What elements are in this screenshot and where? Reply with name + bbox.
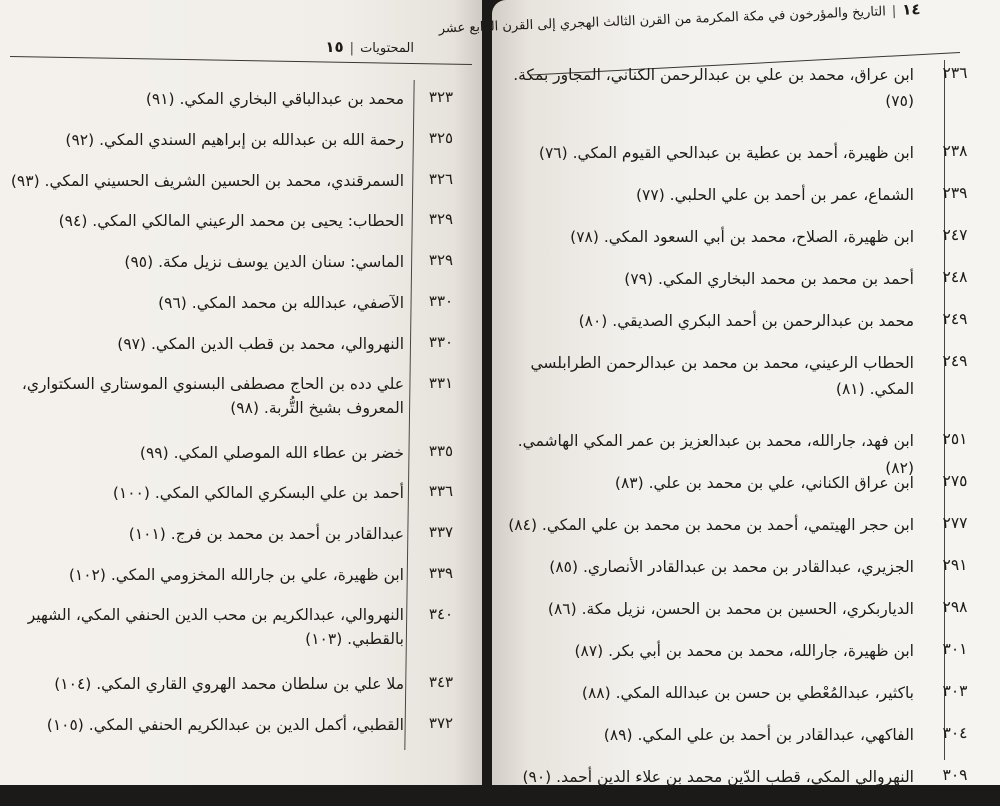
entry-page-number: ٣٢٦ [428,169,454,188]
contents-entry [2,127,464,168]
entry-page-number: ٣٣٦ [428,482,454,501]
contents-entry [506,512,982,554]
contents-entry [506,266,982,308]
entry-page-number: ٣٣٥ [428,441,454,460]
entry-page-number: ٢٤٨ [942,268,968,286]
entry-page-number: ٢٥١ [942,430,968,448]
entry-page-number: ٣٢٩ [428,251,454,270]
contents-entry [2,372,464,440]
entry-title: السمرقندي، محمد بن الحسين الشريف الحسيني المكي. (٩٣) [10,171,404,190]
contents-entry [506,62,982,126]
entry-page-number: ٣٠٩ [942,766,968,784]
contents-list [506,54,982,806]
contents-entry [2,521,464,562]
contents-entry [506,470,982,512]
page-number: ١٤ [901,0,921,19]
contents-entry [506,764,982,806]
entry-page-number: ٣٣٧ [428,523,454,542]
entry-title: النهروالي، عبدالكريم بن محب الدين الحنفي المكي، الشهير بالقطبي. (١٠٣) [27,605,404,648]
entry-title: الآصفي، عبدالله بن محمد المكي. (٩٦) [158,293,404,312]
contents-entry [506,140,982,182]
contents-entry [2,440,464,481]
entry-title: محمد بن عبدالباقي البخاري المكي. (٩١) [145,90,404,108]
entry-page-number: ٣٢٥ [428,128,454,147]
contents-entry [506,638,982,680]
entry-title: عبدالقادر بن أحمد بن محمد بن فرج. (١٠١) [128,525,404,544]
header-title: التاريخ والمؤرخون في مكة المكرمة من القرن الثالث الهجري إلى القرن الرابع عشر [438,4,887,37]
contents-entry [2,208,464,249]
entry-page-number: ٢٣٨ [942,142,968,160]
contents-entry [2,562,464,603]
contents-entry [506,680,982,722]
entry-page-number: ٣٤٠ [428,604,454,623]
entry-page-number: ٢٤٧ [942,226,968,244]
contents-entry [506,554,982,596]
entry-page-number: ٣٤٣ [428,672,454,691]
entry-page-number: ٢٣٦ [942,64,968,82]
entry-title: أحمد بن محمد بن محمد البخاري المكي. (٧٩) [624,270,914,288]
contents-entry [506,224,982,266]
entry-title: النهروالي، محمد بن قطب الدين المكي. (٩٧) [117,334,404,353]
entry-title: الحطاب: يحيى بن محمد الرعيني المالكي المكي. (٩٤) [58,212,404,231]
page-number: ١٥ [325,38,344,56]
entry-title: الفاكهي، عبدالقادر بن أحمد بن علي المكي. (٨٩) [603,726,914,744]
entry-page-number: ٣٣٠ [428,291,454,310]
left-page [0,0,482,785]
entry-page-number: ٣٠٤ [942,724,968,742]
entry-page-number: ٣٣٠ [428,332,454,351]
entry-page-number: ٢٣٩ [942,184,968,202]
entry-title: ابن ظهيرة، أحمد بن عطية بن عبدالحي القيوم المكي. (٧٦) [538,144,914,162]
header-title: المحتويات [360,41,414,56]
entry-page-number: ٣٠١ [942,640,968,658]
contents-entry [2,480,464,521]
entry-page-number: ٢٤٩ [942,310,968,328]
running-header: المحتويات|١٥ [325,38,414,56]
entry-title: ابن فهد، جارالله، محمد بن عبدالعزيز بن عمر المكي الهاشمي. (٨٢) [517,432,914,477]
entry-page-number: ٣٣٩ [428,563,454,582]
contents-entry [506,428,982,477]
entry-page-number: ٢٧٥ [942,472,968,490]
contents-entry [2,331,464,372]
entry-title: ابن عراق الكناني، علي بن محمد بن علي. (٨٣) [614,474,914,492]
entry-title: ابن عراق، محمد بن علي بن عبدالرحمن الكناني، المجاور بمكة. (٧٥) [513,66,914,110]
entry-title: ابن ظهيرة، الصلاح، محمد بن أبي السعود المكي. (٧٨) [570,228,914,246]
entry-title: الشماع، عمر بن أحمد بن علي الحلبي. (٧٧) [635,186,914,204]
contents-entry [2,168,464,209]
entry-page-number: ٢٤٩ [942,352,968,370]
running-header: ١٤|التاريخ والمؤرخون في مكة المكرمة من القرن الثالث الهجري إلى القرن الرابع عشر [438,0,921,37]
entry-page-number: ٣٠٣ [942,682,968,700]
entry-title: رحمة الله بن عبدالله بن إبراهيم السندي المكي. (٩٢) [65,130,404,149]
entry-page-number: ٣٣١ [428,373,454,392]
entry-title: ابن حجر الهيتمي، أحمد بن محمد بن محمد بن علي المكي. (٨٤) [508,516,914,534]
entry-title: محمد بن عبدالرحمن بن أحمد البكري الصديقي. (٨٠) [578,312,914,330]
contents-entry [506,308,982,350]
contents-entry [506,182,982,224]
entry-title: الماسي: سنان الدين يوسف نزيل مكة. (٩٥) [124,253,404,272]
contents-entry [506,350,982,414]
contents-entry [2,86,464,127]
entry-page-number: ٣٢٩ [428,210,454,229]
entry-title: الحطاب الرعيني، محمد بن محمد بن عبدالرحمن الطرابلسي المكي. (٨١) [530,354,914,398]
entry-title: علي دده بن الحاج مصطفى البسنوي الموستاري السكتواري، المعروف بشيخ التُّربة. (٩٨) [21,374,404,417]
entry-title: ملا علي بن سلطان محمد الهروي القاري المكي. (١٠٤) [54,674,404,693]
entry-title: الدياربكري، الحسين بن محمد بن الحسن، نزيل مكة. (٨٦) [547,600,914,618]
entry-page-number: ٢٩١ [942,556,968,574]
entry-title: النهروالي المكي، قطب الدّين محمد بن علاء الدين أحمد. (٩٠) [522,768,914,786]
contents-entry [2,603,464,671]
contents-entry [2,712,464,753]
contents-entry [2,290,464,331]
entry-title: الجزيري، عبدالقادر بن محمد بن عبدالقادر الأنصاري. (٨٥) [549,558,914,576]
entry-page-number: ٣٢٣ [428,88,454,106]
entry-page-number: ٢٧٧ [942,514,968,532]
entry-page-number: ٣٧٢ [428,713,454,732]
contents-entry [506,722,982,764]
entry-title: ابن ظهيرة، علي بن جارالله المخزومي المكي. (١٠٢) [68,565,404,584]
contents-entry [2,249,464,290]
entry-page-number: ٢٩٨ [942,598,968,616]
contents-list [2,86,464,752]
contents-entry [2,671,464,712]
contents-entry [506,596,982,638]
entry-title: القطبي، أكمل الدين بن عبدالكريم الحنفي المكي. (١٠٥) [46,715,404,734]
entry-title: أحمد بن علي البسكري المالكي المكي. (١٠٠) [112,484,404,503]
entry-title: باكثير، عبدالمُعْطي بن حسن بن عبدالله المكي. (٨٨) [581,684,914,702]
entry-title: خضر بن عطاء الله الموصلي المكي. (٩٩) [139,443,404,462]
entry-title: ابن ظهيرة، جارالله، محمد بن محمد بن أبي بكر. (٨٧) [574,642,914,660]
